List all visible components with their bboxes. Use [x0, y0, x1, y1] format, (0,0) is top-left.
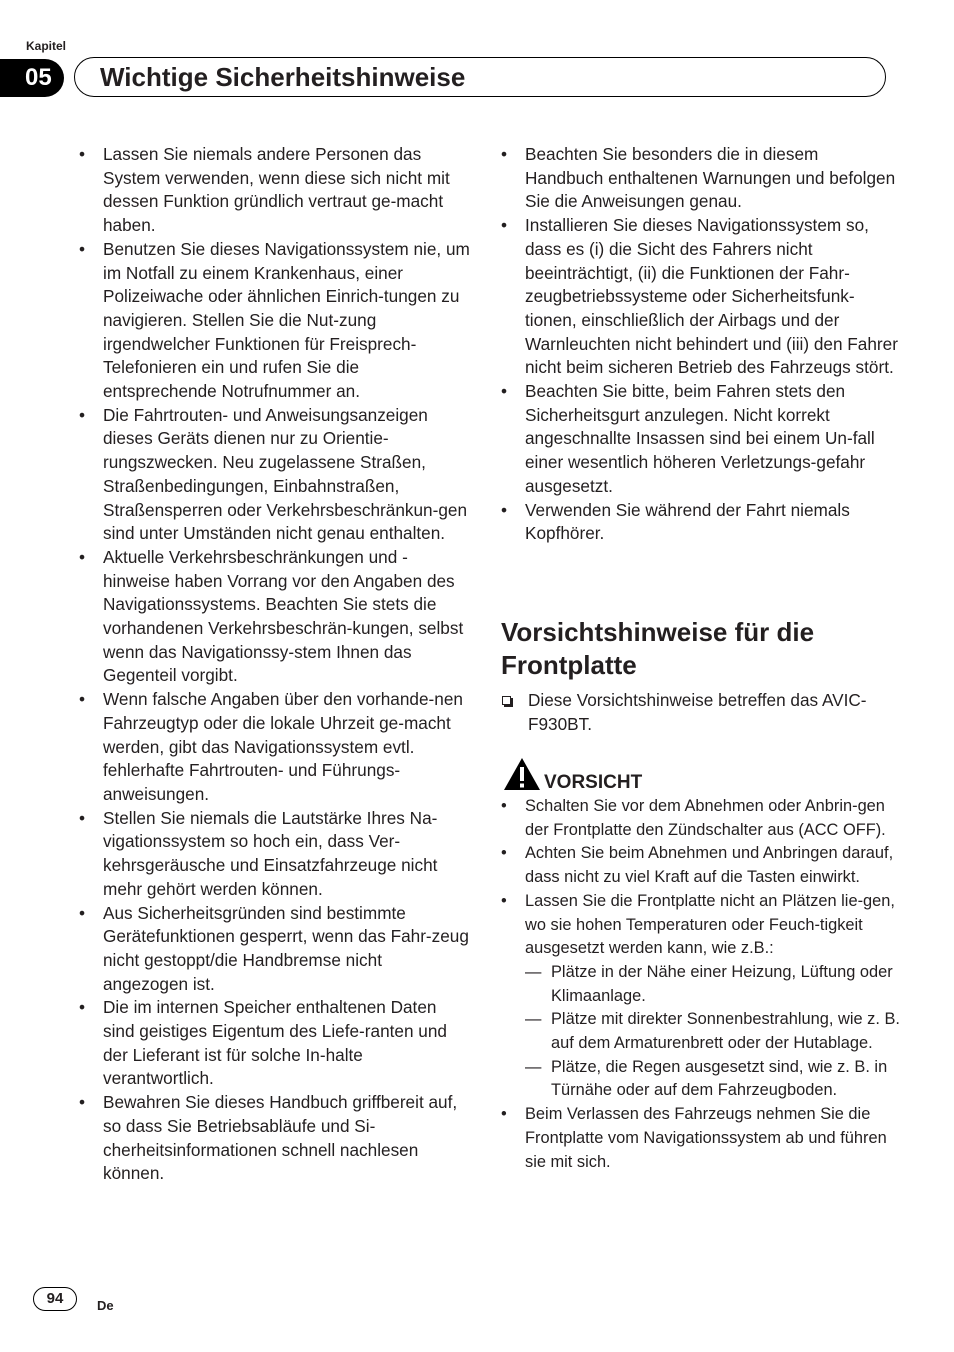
caution-label: VORSICHT [544, 772, 643, 793]
caution-block [500, 795, 900, 1174]
list-item: • Verwenden Sie während der Fahrt niemals Kopfhörer. [500, 499, 900, 546]
caution-list [500, 795, 900, 1174]
caution-sub-list [525, 961, 900, 1103]
right-column [500, 143, 900, 546]
list-item: • Aktuelle Verkehrsbeschränkungen und -hinweise haben Vorrang vor den Angaben des Navigationssystems. Beachten Sie stets die vorhandenen Verkehrsbeschrän-kungen, selbst wenn das Navigationssy-stem Ihnen das Gegenteil vorgibt. [78, 546, 470, 688]
list-item: • Installieren Sie dieses Navigationssystem so, dass es (i) die Sicht des Fahrers nicht beeinträchtigt, (ii) die Funktionen der Fahr-zeugbetriebssysteme oder Sicherheitsfunk-tionen, einschließlich der Airbags und der Warnleuchten nicht behindert und (iii) den Fahrer nicht beim sicheren Betrieb des Fahrzeugs stört. [500, 214, 900, 380]
list-item: • Aus Sicherheitsgründen sind bestimmte Gerätefunktionen gesperrt, wenn das Fahr-zeug nicht gestoppt/die Handbremse nicht angezogen ist. [78, 902, 470, 997]
chapter-title: Wichtige Sicherheitshinweise [100, 62, 466, 92]
caution-item: • Achten Sie beim Abnehmen und Anbringen darauf, dass nicht zu viel Kraft auf die Tasten einwirkt. [500, 842, 900, 889]
safety-list-right [500, 143, 900, 546]
caution-sub-item: — Plätze mit direkter Sonnenbestrahlung, wie z. B. auf dem Armaturenbrett oder der Hutablage. [525, 1008, 900, 1055]
language-code: De [97, 1298, 114, 1313]
list-item: • Beachten Sie besonders die in diesem Handbuch enthaltenen Warnungen und befolgen Sie die Anweisungen genau. [500, 143, 900, 214]
list-item: • Die im internen Speicher enthaltenen Daten sind geistiges Eigentum des Liefe-ranten und der Lieferant ist für solche In-halte verantwortlich. [78, 996, 470, 1091]
caution-item: • Schalten Sie vor dem Abnehmen oder Anbrin-gen der Frontplatte den Zündschalter aus (ACC OFF). [500, 795, 900, 842]
chapter-number-badge: 05 [0, 59, 64, 97]
warning-triangle-icon [503, 757, 541, 791]
section-note-list [500, 689, 900, 736]
list-item: • Die Fahrtrouten- und Anweisungsanzeigen dieses Geräts dienen nur zu Orientie-rungszwecken. Neu zugelassene Straßen, Straßenbedingungen, Einbahnstraßen, Straßensperren oder Verkehrsbeschränkun-gen sind unter Umständen nicht genau enthalten. [78, 404, 470, 546]
list-item: • Wenn falsche Angaben über den vorhande-nen Fahrzeugtyp oder die lokale Uhrzeit ge-macht werden, gibt das Navigationssystem evtl. fehlerhafte Fahrtrouten- und Führungs-anweisungen. [78, 688, 470, 807]
caution-sub-item: — Plätze in der Nähe einer Heizung, Lüftung oder Klimaanlage. [525, 961, 900, 1008]
caution-item: • Beim Verlassen des Fahrzeugs nehmen Sie die Frontplatte vom Navigationssystem ab und führen sie mit sich. [500, 1103, 900, 1174]
list-item: • Benutzen Sie dieses Navigationssystem nie, um im Notfall zu einem Krankenhaus, einer Polizeiwache oder ähnlichen Einrich-tungen zu navigieren. Stellen Sie die Nut-zung irgendwelcher Funktionen für Freisprech-Telefonieren ein und rufen Sie die entsprechende Notrufnummer an. [78, 238, 470, 404]
left-column [78, 143, 470, 1186]
caution-item [500, 890, 900, 1103]
caution-item-text: Lassen Sie die Frontplatte nicht an Plätzen lie-gen, wo sie hohen Temperaturen oder Feuch-tigkeit ausgesetzt werden kann, wie z.B.: [525, 891, 895, 958]
section-note: Diese Vorsichtshinweise betreffen das AVIC-F930BT. [500, 689, 900, 736]
section-heading: Vorsichtshinweise für die Frontplatte [501, 617, 815, 680]
page-number: 94 [33, 1287, 77, 1311]
list-item: • Beachten Sie bitte, beim Fahren stets den Sicherheitsgurt anzulegen. Nicht korrekt angeschnallte Insassen sind bei einem Un-fall einer wesentlich höheren Verletzungs-gefahr ausgesetzt. [500, 380, 900, 499]
caution-sub-item: — Plätze, die Regen ausgesetzt sind, wie z. B. in Türnähe oder auf dem Fahrzeugboden. [525, 1056, 900, 1103]
list-item: • Bewahren Sie dieses Handbuch griffbereit auf, so dass Sie Betriebsabläufe und Si-cherheitsinformationen schnell nachlesen können. [78, 1091, 470, 1186]
list-item: • Stellen Sie niemals die Lautstärke Ihres Na-vigationssystem so hoch ein, dass Ver-kehrsgeräusche und Einsatzfahrzeuge nicht mehr gehört werden können. [78, 807, 470, 902]
kapitel-label: Kapitel [26, 39, 67, 53]
list-item: • Lassen Sie niemals andere Personen das System verwenden, wenn diese sich nicht mit dessen Funktion gründlich vertraut ge-macht haben. [78, 143, 470, 238]
safety-list-left [78, 143, 470, 1186]
